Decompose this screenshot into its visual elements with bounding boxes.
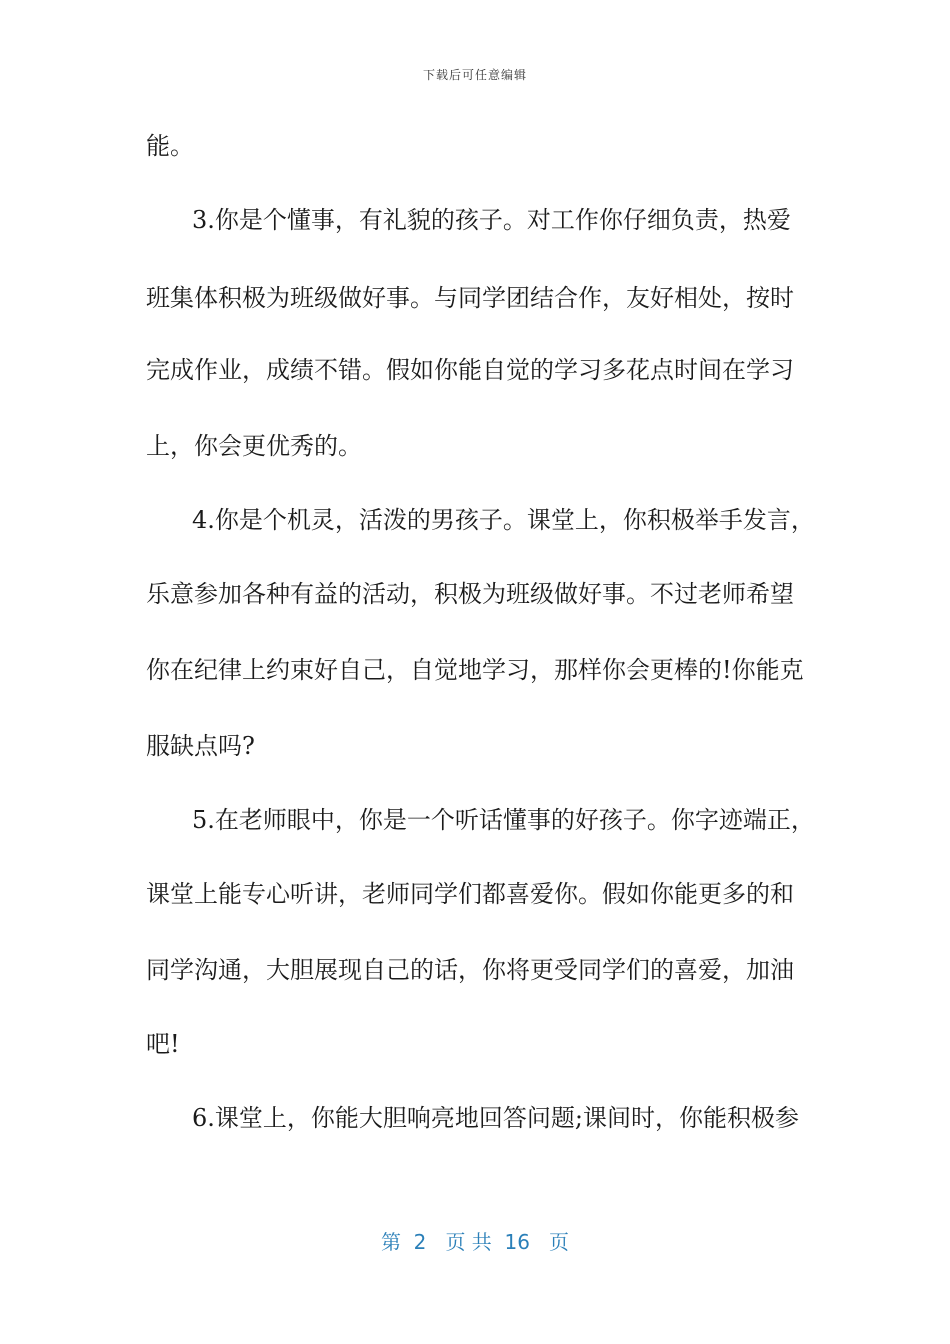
paragraph-line: 能。 bbox=[146, 132, 194, 160]
paragraph-line: 4.你是个机灵，活泼的男孩子。课堂上，你积极举手发言， bbox=[192, 506, 815, 534]
paragraph-line: 你在纪律上约束好自己，自觉地学习，那样你会更棒的!你能克 bbox=[146, 656, 804, 684]
paragraph-line: 3.你是个懂事，有礼貌的孩子。对工作你仔细负责，热爱 bbox=[192, 206, 791, 234]
paragraph-line: 课堂上能专心听讲，老师同学们都喜爱你。假如你能更多的和 bbox=[146, 880, 794, 908]
paragraph-line: 6.课堂上，你能大胆响亮地回答问题;课间时，你能积极参 bbox=[192, 1104, 799, 1132]
paragraph-line: 上，你会更优秀的。 bbox=[146, 432, 362, 460]
paragraph-line: 乐意参加各种有益的活动，积极为班级做好事。不过老师希望 bbox=[146, 580, 794, 608]
paragraph-line: 班集体积极为班级做好事。与同学团结合作，友好相处，按时 bbox=[146, 284, 794, 312]
page-footer: 第 2 页 共 16 页 bbox=[380, 1230, 570, 1254]
paragraph-line: 服缺点吗? bbox=[146, 732, 255, 760]
paragraph-line: 完成作业，成绩不错。假如你能自觉的学习多花点时间在学习 bbox=[146, 356, 794, 384]
paragraph-line: 5.在老师眼中，你是一个听话懂事的好孩子。你字迹端正， bbox=[192, 806, 815, 834]
paragraph-line: 吧! bbox=[146, 1030, 180, 1058]
paragraph-line: 同学沟通，大胆展现自己的话，你将更受同学们的喜爱，加油 bbox=[146, 956, 794, 984]
page-header: 下载后可任意编辑 bbox=[422, 68, 527, 82]
